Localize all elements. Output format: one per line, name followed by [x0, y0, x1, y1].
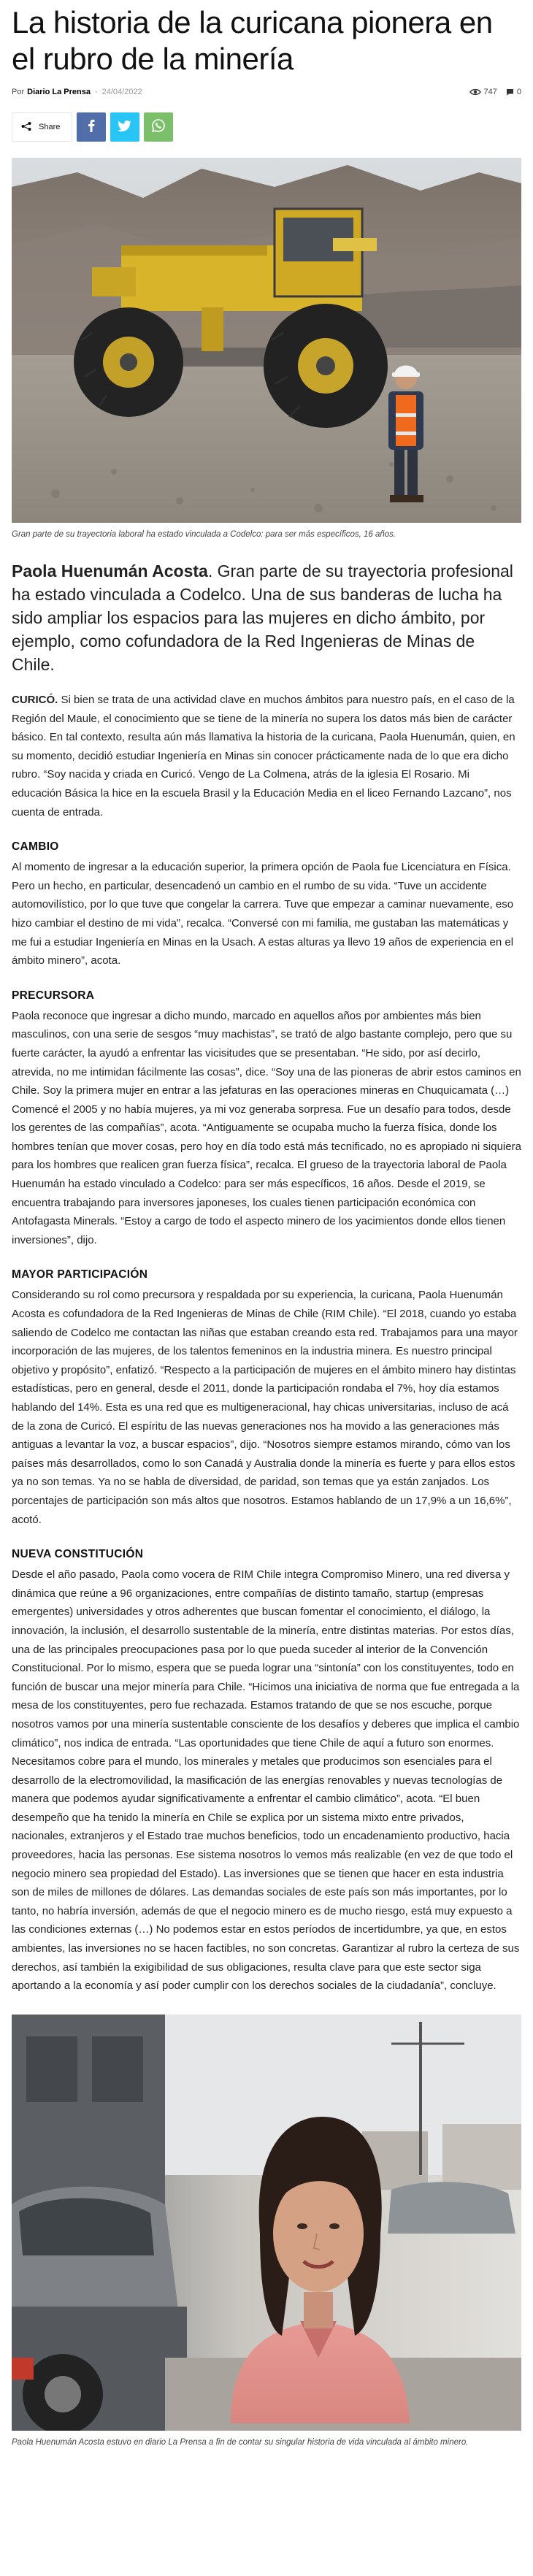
section-text-cambio: Al momento de ingresar a la educación superior, la primera opción de Paola fue Licenciatura en Física. Pero un hecho, en particular, desencadenó un cambio en el rumbo de su vida. “Tuve un accidente automovilístico, por lo que tuve que congelar la carrera. Tuve que empezar a caminar nuevamente, eso hizo cambiar el destino de mi vida”, recalca. “Conversé con mi familia, me gustaban las matemáticas y me fui a estudiar Ingeniería en Minas en la Usach. A estas alturas ya llevo 19 años de experiencia en el ámbito minero”, acota. [12, 861, 514, 967]
section-title-nueva-constitucion: NUEVA CONSTITUCIÓN [12, 1548, 144, 1561]
portrait-photo-illustration [12, 2015, 521, 2431]
photo1-caption: Gran parte de su trayectoria laboral ha estado vinculada a Codelco: para ser más específicos, 16 años. [12, 530, 396, 539]
byline [12, 88, 142, 96]
share-label: Share [39, 123, 61, 131]
dateline: CURICÓ. [12, 694, 58, 706]
photo2-caption: Paola Huenumán Acosta estuvo en diario La Prensa a fin de contar su singular historia de vida vinculada al ámbito minero. [12, 2437, 469, 2447]
views-stat [469, 88, 497, 96]
share-bar [12, 112, 521, 142]
section-text-mayor-participacion: Considerando su rol como precursora y respaldada por su experiencia, la curicana, Paola Huenumán Acosta es cofundadora de la Red Ingenieras de Minas de Chile (RIM Chile). “El 2018, cuando yo estaba saliendo de Codelco me contactan las niñas que estaban creando esta red. Trabajamos para una mayor incorporación de las mujeres, de los talentos femeninos en la industria minera. Es nuestro principal objetivo y propósito”, enfatizó. “Respecto a la participación de mujeres en el ámbito minero hay distintas estadísticas, pero en general, desde el 2011, donde la participación rondaba el 7%, hoy día estamos hablando del 14%. Esta es una red que es multigeneracional, hay chicas universitarias, incluso de acá de la zona de Curicó. El espíritu de las nuevas generaciones nos ha movido a las generaciones más antiguas a levantar la voz, a buscar espacios”, dijo. “Nosotros siempre estamos mirando, cómo van los países más desarrollados, como lo son Canadá y Australia donde la minería es fuerte y para ellos estos ya no son temas. Ya no se habla de diversidad, de paridad, son temas que ya están zanjados. Los porcentajes de participación son más altos que nosotros. Estamos hablando de un 17,9% a un 16,6%”, acotó. [12, 1289, 518, 1526]
article-meta [12, 88, 521, 96]
facebook-icon [88, 119, 95, 136]
intro-paragraph [12, 691, 521, 821]
section-text-precursora: Paola reconoce que ingresar a dicho mundo, marcado en aquellos años por ambientes más bien masculinos, con una serie de sesgos “muy machistas”, se trató de algo bastante complejo, pero que su fuerte carácter, la ayudó a enfrentar las vicisitudes que se presentaban. “He sido, por así decirlo, atrevida, no me intimidan fácilmente las cosas”, dice. “Soy una de las pioneras de abrir estos caminos en Chile. Soy la primera mujer en entrar a las jefaturas en las operaciones mineras en Chuquicamata (…) Comencé el 2005 y no había mujeres, ya mi voz generaba sorpresa. Fue un desafío para todos, desde los gerentes de las compañías”, acota. “Antiguamente se ocupaba mucho la fuerza física, donde los hombres tenían que mover cosas, pero hoy en día todo está más tecnificado, no es apropiado ni siquiera para los hombres que realicen gran fuerza física”, recalca. El grueso de la trayectoria laboral de Paola Huenumán ha estado vinculado a Codelco: para ser más específicos, 16 años. Desde el 2019, se encuentra trabajando para inversores japoneses, los cuales tienen participación económica con Antofagasta Minerals. “Estoy a cargo de todo el aspecto minero de los yacimientos donde ellos tienen inversiones”, dijo. [12, 1009, 521, 1246]
comments-stat[interactable] [506, 88, 521, 96]
byline-separator: - [94, 88, 98, 96]
intro-text: Si bien se trata de una actividad clave en muchos ámbitos para nuestro país, en el caso de la Región del Maule, el conocimiento que se tiene de la minería no supera los datos más bien de carácter básico. En tal contexto, resulta aún más llamativa la historia de la curicana, Paola Huenumán, quien, en su momento, decidió estudiar Ingeniería en Minas sin conocer prácticamente nada de lo que era dicho rubro. “Soy nacida y criada en Curicó. Vengo de La Colmena, atrás de la iglesia El Rosario. Mi educación Básica la hice en la escuela Brasil y la Educación Media en el liceo Fernando Lazcano”, nos cuenta de entrada. [12, 694, 515, 819]
section-title-cambio: CAMBIO [12, 840, 59, 854]
lead-name: Paola Huenumán Acosta [12, 561, 208, 580]
lead-text: . Gran parte de su trayectoria profesional ha estado vinculada a Codelco. Una de sus banderas de lucha ha sido ampliar los espacios para las mujeres en dicho ámbito, por ejemplo, como cofundadora de la Red Ingenieras de Minas de Chile. [12, 561, 513, 674]
twitter-icon [118, 120, 131, 135]
article-lead [12, 559, 521, 676]
grader-photo-illustration [12, 158, 521, 523]
twitter-share-button[interactable] [110, 112, 139, 142]
whatsapp-share-button[interactable] [144, 112, 173, 142]
article-photo-portrait [12, 2015, 521, 2431]
article-photo-grader [12, 158, 521, 523]
views-count: 747 [483, 88, 497, 96]
whatsapp-icon [152, 119, 165, 136]
facebook-share-button[interactable] [77, 112, 106, 142]
share-icon [21, 122, 31, 133]
comment-icon [506, 88, 514, 96]
section-text-nueva-constitucion: Desde el año pasado, Paola como vocera de RIM Chile integra Compromiso Minero, una red diversa y dinámica que reúne a 96 organizaciones, entre compañías de distinto tamaño, startup (empresas emergentes) universidades y otros adherentes que buscan fomentar el conocimiento, el diálogo, la innovación, la inclusión, el desarrollo sustentable de la minería, entre distintas materias. Por estos días, una de las principales preocupaciones pasa por lo que pueda suceder al interior de la Convención Constitucional. Por lo mismo, espera que se pueda lograr una “sintonía” con los constituyentes, todo en función de buscar una mejor minería para Chile. “Hicimos una iniciativa de norma que fue entregada a la mesa de los constituyentes, pero fue rechazada. Estamos tratando de que se nos escuche, porque nosotros vamos por una minería sustentable consciente de los desafíos y deberes que implica el cambio climático”, nos indica de entrada. “Las oportunidades que tiene Chile de aquí a futuro son enormes. Necesitamos cobre para el mundo, los minerales y metales que producimos son esenciales para el desarrollo de la electromovilidad, la masificación de las energías renovables y nuevas tecnologías de manera que podemos ayudar significativamente a enfrentar el cambio climático”, acota. “El buen desempeño que ha tenido la minería en Chile se explica por un sistema mixto entre privados, nacionales, extranjeros y el Estado trae muchos beneficios, todo un encadenamiento productivo, hacia proveedores, hacia las personas. Ese sistema nosotros lo vemos más realizable (en vez de que todo el negocio minero sea propiedad del Estado). Las inversiones que se tienen que hacer en esta industria son de miles de millones de dólares. Las demandas sociales de este país son más importantes, por lo tanto, no habría inversión, además de que el negocio minero es de mucho riesgo, está muy expuesto a las condiciones externas (…) No podemos estar en estos períodos de incertidumbre, ya que, en estos ambientes, las inversiones no se hacen factibles, no son concretas. Garantizar al rubro la certeza de sus derechos, así también la exigibilidad de sus obligaciones, resulta clave para que este sector siga aportando a la economía y así poder cumplir con los derechos sociales de la ciudadanía”, concluye. [12, 1568, 520, 1993]
article-stats [469, 88, 521, 96]
publish-date: 24/04/2022 [101, 88, 142, 96]
eye-icon [469, 88, 481, 96]
byline-prefix: Por [12, 88, 25, 96]
author-link[interactable]: Diario La Prensa [27, 88, 91, 96]
section-title-mayor-participacion: MAYOR PARTICIPACIÓN [12, 1268, 148, 1281]
section-title-precursora: PRECURSORA [12, 989, 95, 1002]
article-title: La historia de la curicana pionera en el rubro de la minería [12, 5, 493, 76]
share-button[interactable] [12, 112, 72, 142]
comments-count: 0 [516, 88, 521, 96]
